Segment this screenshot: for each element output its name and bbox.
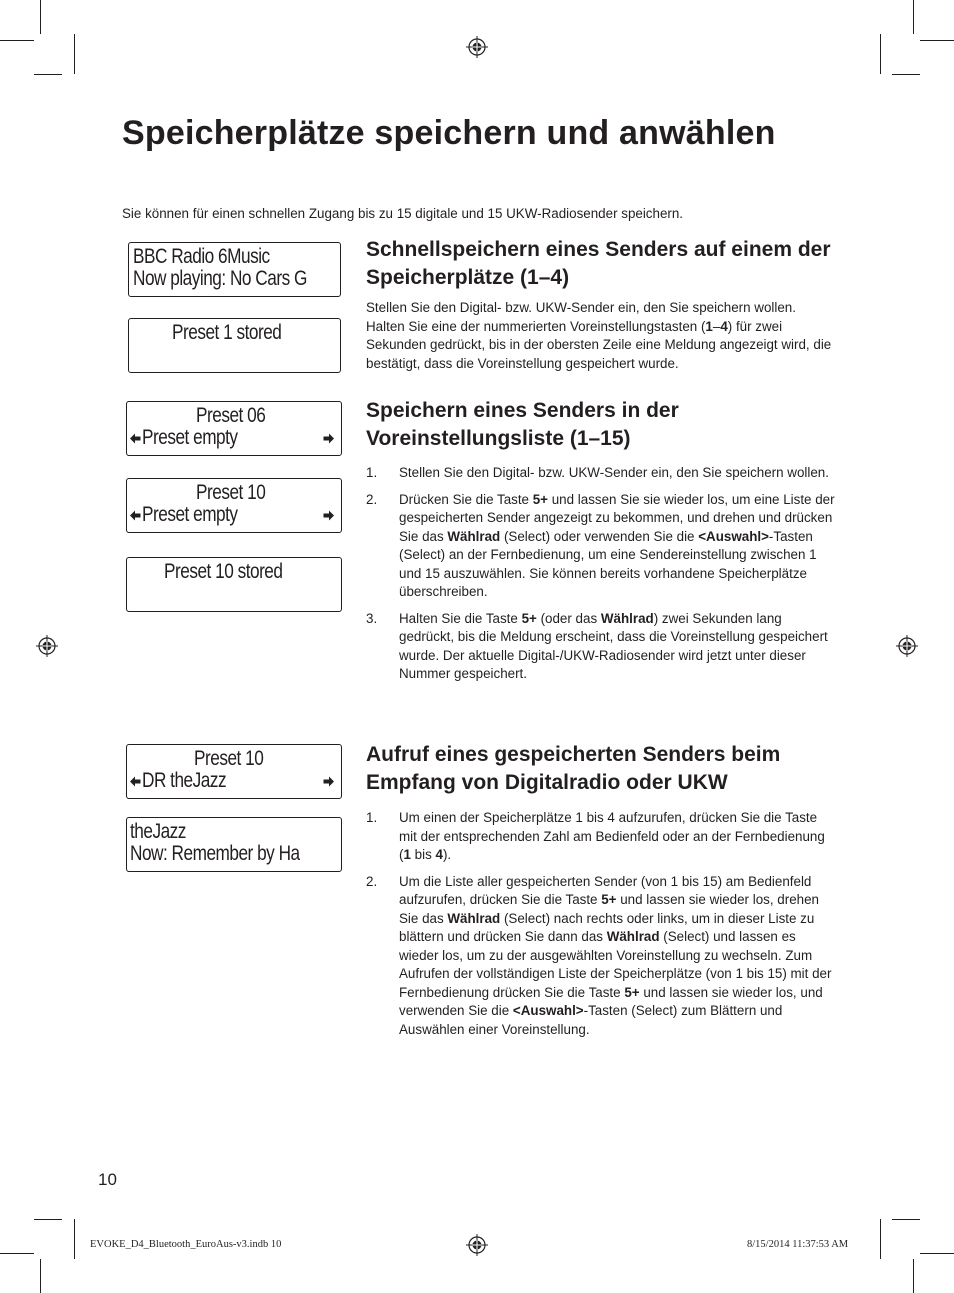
page-number: 10 [98,1170,117,1189]
lcd-line: Preset 10 [196,481,266,504]
arrow-right-icon [323,776,334,787]
lcd-display [126,817,342,872]
section-body: Stellen Sie den Digital- bzw. UKW-Sender ein, den Sie speichern wollen. Halten Sie eine der nummerierten Voreinstellungstasten (1–4) für zwei Sekunden gedrückt, bis in der obersten Zeile eine Meldung angezeigt wird, die bestätigt, dass die Voreinstellung gespeichert wurde. [366,300,832,371]
section-heading: Schnellspeichern eines Senders auf einem der Speicherplätze (1–4) [366,238,831,289]
crop-mark [920,40,954,41]
step-number: 1. [366,465,378,480]
arrow-right-icon [323,510,334,521]
list-item [366,873,836,1040]
crop-mark [74,1219,75,1259]
lcd-display [128,242,341,297]
lcd-display [126,557,342,612]
lcd-line: Preset empty [142,503,238,526]
crop-mark [40,0,41,34]
lcd-line: Now playing: No Cars G [133,267,307,290]
registration-mark-icon [466,1234,488,1256]
step-number: 2. [366,491,378,507]
section-heading: Aufruf eines gespeicherten Senders beim Empfang von Digitalradio oder UKW [366,743,781,794]
step-text: Um die Liste aller gespeicherten Sender (von 1 bis 15) am Bedienfeld aufzurufen, drücken Sie die Taste 5+ und lassen sie wieder los, drehen Sie das Wählrad (Select) nach rechts oder links, um in dieser Liste zu blättern und drücken Sie dann das Wählrad (Select) und lassen es wieder los, um zu der ausgewählten Voreinstellung zu wechseln. Zum Aufrufen der vollständigen Liste der Speicherplätze (von 1 bis 15) mit der Fernbedienung drücken Sie die Taste 5+ und lassen sie wieder los, und verwenden Sie die <Auswahl>-Tasten (Select) zum Blättern und Auswählen einer Voreinstellung. [399,873,832,1037]
list-item [366,809,836,865]
footer-file-info: EVOKE_D4_Bluetooth_EuroAus-v3.indb 10 [90,1239,282,1250]
crop-mark [0,40,34,41]
registration-mark-icon [36,635,58,657]
lcd-display [126,401,342,456]
arrow-left-icon [130,433,141,444]
lcd-display [126,744,342,799]
crop-mark [892,74,920,75]
step-number: 2. [366,873,378,889]
list-item [366,491,836,602]
arrow-right-icon [323,433,334,444]
step-text: Um einen der Speicherplätze 1 bis 4 aufzurufen, drücken Sie die Taste mit der entsprechenden Zahl am Bedienfeld oder an der Fernbedienung (1 bis 4). [399,810,825,862]
step-text: Stellen Sie den Digital- bzw. UKW-Sender ein, den Sie speichern wollen. [399,465,829,480]
section-heading: Speichern eines Senders in der Voreinstellungsliste (1–15) [366,399,679,450]
step-number: 1. [366,810,378,825]
step-text: Drücken Sie die Taste 5+ und lassen Sie sie wieder los, um eine Liste der gespeicherten Sender angezeigt zu bekommen, und drehen und drücken Sie das Wählrad (Select) oder verwenden Sie die <Auswahl>-Tasten (Select) an der Fernbedienung, um eine Sendereinstellung zwischen 1 und 15 auszuwählen. Sie können bereits vorhandene Speicherplätze überschreiben. [399,491,835,599]
crop-mark [913,1259,914,1293]
lcd-line: Preset 10 [194,747,264,770]
crop-mark [34,74,62,75]
lcd-line: Preset 06 [196,404,266,427]
lcd-display [126,478,342,533]
crop-mark [34,1219,62,1220]
crop-mark [40,1259,41,1293]
crop-mark [892,1219,920,1220]
crop-mark [880,34,881,74]
lcd-line: BBC Radio 6Music [133,245,270,268]
list-item [366,610,836,684]
footer-timestamp: 8/15/2014 11:37:53 AM [747,1239,849,1250]
crop-mark [0,1253,34,1254]
intro-text: Sie können für einen schnellen Zugang bis zu 15 digitale und 15 UKW-Radiosender speichern. [122,206,684,221]
list-item [366,464,836,483]
lcd-line: Preset 1 stored [172,321,282,344]
crop-mark [913,0,914,34]
lcd-display [128,318,341,373]
registration-mark-icon [466,36,488,58]
lcd-line: Preset 10 stored [164,560,283,583]
lcd-line: Now: Remember by Ha [130,842,300,865]
step-list [366,464,836,692]
page-title: Speicherplätze speichern und anwählen [122,114,776,152]
step-text: Halten Sie die Taste 5+ (oder das Wählrad) zwei Sekunden lang gedrückt, bis die Meldung erscheint, dass die Voreinstellung gespeichert wurde. Der aktuelle Digital-/UKW-Radiosender wird jetzt unter dieser Nummer gespeichert. [399,610,828,681]
step-number: 3. [366,610,378,626]
crop-mark [74,34,75,74]
lcd-line: Preset empty [142,426,238,449]
crop-mark [920,1253,954,1254]
crop-mark [880,1219,881,1259]
lcd-line: theJazz [130,820,186,843]
step-list [366,809,836,1047]
arrow-left-icon [130,776,141,787]
arrow-left-icon [130,510,141,521]
registration-mark-icon [896,635,918,657]
lcd-line: DR theJazz [142,769,227,792]
